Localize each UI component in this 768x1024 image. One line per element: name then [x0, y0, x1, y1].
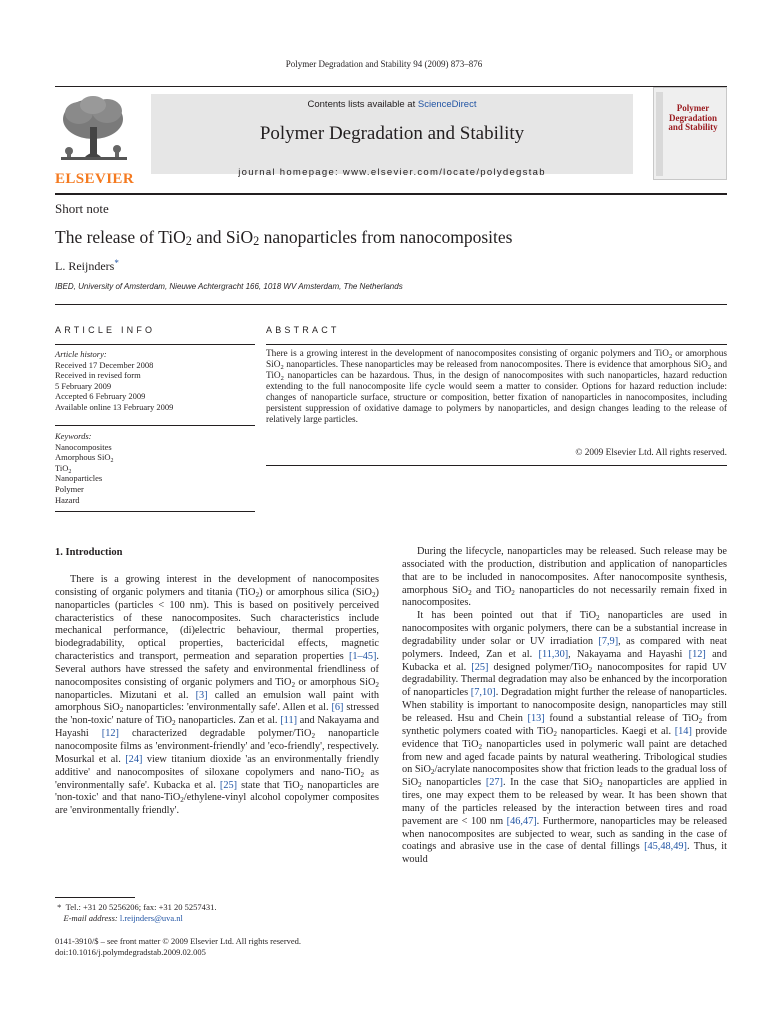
keywords-list	[55, 431, 255, 505]
title-sub: 2	[253, 234, 260, 248]
keyword: Hazard	[55, 494, 80, 505]
citation-link[interactable]: [7,9]	[598, 635, 619, 647]
divider	[55, 344, 255, 345]
citation-link[interactable]: [46,47]	[506, 815, 537, 827]
divider	[55, 425, 255, 426]
author-name[interactable]: L. Reijnders	[55, 259, 115, 273]
body-paragraph: There is a growing interest in the development of nanocomposites consisting of organic polymers and titania (TiO$_2$) or amorphous silica (SiO$_2$) nanoparticles (particles < 100 nm). This is based on positively perceived characteristics of these nanocomposites. Such characteristics include mechanical performance, (di)electric behaviour, thermal properties, biodegradability, optical properties, bactericidal effects, magnetic characteristics and transport, permeation and separation properties [1–45]. Several authors have stressed the safety and environmental friendliness of nanocomposites consisting of organic polymers and TiO$_2$ or amorphous SiO$_2$ nanoparticles. Mizutani et al. [3] called an emulsion wall paint with amorphous SiO$_2$ nanoparticles: 'environmentally safe'. Allen et al. [6] stressed the 'non-toxic' nature of TiO$_2$ nanoparticles. Zan et al. [11] and Nakayama and Hayashi [12] characterized degradable polymer/TiO$_2$ nanoparticle nanocomposite films as 'environment-friendly' and 'eco-friendly', respectively. Mosurkal et al. [24] view titanium dioxide 'as an environmentally friendly additive' and nanocomposites of siloxane copolymers and nano-TiO$_2$ as 'environmentally safe'. Kubacka et al. [25] state that TiO$_2$ nanoparticles are 'non-toxic' and that nano-TiO$_2$/ethylene-vinyl alcohol copolymer composites are 'environmentally friendly'.	[55, 574, 379, 817]
citation-link[interactable]: [14]	[674, 725, 692, 737]
elsevier-logo[interactable]	[55, 93, 135, 187]
divider	[55, 511, 255, 512]
citation-link[interactable]: [24]	[125, 753, 143, 765]
contents-line	[151, 99, 633, 110]
title-sub: 2	[185, 234, 192, 248]
footnote-contact	[55, 902, 217, 913]
divider	[266, 344, 727, 345]
footnote-mark: *	[57, 902, 62, 912]
citation-link[interactable]: [11,30]	[538, 648, 569, 660]
contents-prefix: Contents lists available at	[307, 99, 418, 110]
journal-homepage-link[interactable]: journal homepage: www.elsevier.com/locate/polydegstab	[238, 167, 546, 178]
divider	[55, 193, 727, 195]
journal-citation: Polymer Degradation and Stability 94 (2009) 873–876	[285, 59, 483, 69]
journal-banner	[55, 86, 727, 187]
doi-link[interactable]: doi:10.1016/j.polymdegradstab.2009.02.005	[55, 947, 206, 957]
divider	[266, 465, 727, 466]
citation-link[interactable]: [1–45]	[348, 651, 377, 663]
journal-title: Polymer Degradation and Stability	[259, 123, 525, 144]
divider	[55, 304, 727, 305]
history-line: Received in revised form	[55, 370, 141, 381]
citation-link[interactable]: [3]	[195, 689, 208, 701]
keyword: TiO$_2$	[55, 462, 72, 475]
citation-link[interactable]: [6]	[331, 702, 344, 714]
article-title	[55, 227, 512, 248]
citation-link[interactable]: [7,10]	[470, 687, 496, 699]
keyword: Nanoparticles	[55, 473, 103, 484]
citation-link[interactable]: [12]	[688, 648, 706, 660]
abstract-heading: ABSTRACT	[266, 325, 340, 335]
journal-masthead	[151, 94, 633, 178]
footnote-tel: Tel.: +31 20 5256206; fax: +31 20 5257431.	[65, 902, 217, 912]
article-info-heading: ARTICLE INFO	[55, 325, 156, 335]
footnote-email-line	[55, 913, 217, 924]
history-label: Article history:	[55, 349, 107, 359]
title-part: and SiO	[191, 227, 254, 247]
citation-link[interactable]: [25]	[219, 779, 238, 791]
abstract-text: There is a growing interest in the development of nanocomposites consisting of organic polymers and TiO$_2$ or amorphous SiO$_2$ nanoparticles. These nanoparticles may be released from nanocomposites. There is evidence that amorphous SiO$_2$ and TiO$_2$ nanoparticles can be hazardous. Thus, in the design of nanocomposites with such nanoparticles, hazard reduction extending to the full nanocomposite life cycle would seem a matter to consider. Options for hazard reduction include: changes of nanoparticle surface, structure or composition, better fixation of nanoparticles in nanocomposites, including persistent suppression of oxidative damage to polymers by nanoparticles, and design changes leading to the release of relatively large particles.	[266, 349, 728, 426]
footnote-divider	[55, 897, 135, 898]
body-paragraph: It has been pointed out that if TiO$_2$ nanoparticles are used in nanocomposites with organic polymers, there can be a substantial increase in degradability under solar or UV irradiation [7,9], as compared with neat polymers. Indeed, Zan et al. [11,30], Nakayama and Hayashi [12] and Kubacka et al. [25] designed polymer/TiO$_2$ nanocomposites for rapid UV degradability. Thermal degradation may also be enhanced by the incorporation of nanoparticles [7,10]. Degradation might further the release of nanoparticles. When stability is important to nanocomposite design, nanoparticles may still be released. Hsu and Chein [13] found a substantial release of TiO$_2$ from synthetic polymers coated with TiO$_2$ nanoparticles. Kaegi et al. [14] provide evidence that TiO$_2$ nanoparticles used in polymeric wall paint are detached from new and aged facade paints by natural weathering. Tribological studies on SiO$_2$/acrylate nanocomposites show that friction leads to the gradual loss of SiO$_2$ nanoparticles [27]. In the case that SiO$_2$ nanoparticles are applied in tires, one may expect them to be released by wear. It has been shown that many of the particles released by the interaction between tires and road pavement are < 100 nm [46,47]. Furthermore, nanoparticles may be released when nanocomposites are subjected to wear, such as sanding in the case of coatings and abrasive use in the case of dental fillings [45,48,49]. Thus, it would	[402, 610, 728, 866]
history-line: Accepted 6 February 2009	[55, 391, 146, 402]
issn-line: 0141-3910/$ – see front matter © 2009 Elsevier Ltd. All rights reserved.	[55, 936, 302, 946]
body-column-left	[55, 574, 379, 818]
title-part: The release of TiO	[55, 227, 186, 247]
citation-link[interactable]: [11]	[280, 715, 298, 727]
email-link[interactable]: l.reijnders@uva.nl	[119, 913, 183, 923]
citation-link[interactable]: [13]	[527, 712, 545, 724]
history-line: Available online 13 February 2009	[55, 401, 174, 412]
journal-cover-image[interactable]	[653, 87, 727, 180]
title-part: nanoparticles from nanocomposites	[259, 227, 513, 247]
section-heading: 1. Introduction	[55, 547, 123, 558]
footnote	[55, 902, 217, 924]
cover-title: Polymer Degradation and Stability	[668, 103, 718, 132]
history-line: Received 17 December 2008	[55, 359, 154, 370]
front-matter-info	[55, 936, 301, 958]
email-label: E-mail address:	[63, 913, 118, 923]
abstract-copyright: © 2009 Elsevier Ltd. All rights reserved.	[575, 448, 727, 458]
author-footnote-mark[interactable]: *	[114, 258, 119, 268]
article-type: Short note	[55, 201, 109, 216]
article-history	[55, 349, 255, 413]
author-line	[55, 258, 119, 274]
publisher-name: ELSEVIER	[55, 171, 135, 187]
keyword: Polymer	[55, 483, 84, 494]
citation-link[interactable]: [12]	[101, 728, 119, 740]
keywords-label: Keywords:	[55, 431, 92, 441]
keyword: Amorphous SiO$_2$	[55, 452, 114, 465]
sciencedirect-link[interactable]: ScienceDirect	[417, 99, 477, 110]
author-affiliation: IBED, University of Amsterdam, Nieuwe Achtergracht 166, 1018 WV Amsterdam, The Netherlands	[55, 282, 403, 291]
body-column-right	[402, 546, 727, 867]
keyword: Nanocomposites	[55, 441, 112, 452]
body-paragraph: During the lifecycle, nanoparticles may be released. Such release may be associated with the production, distribution and application of nanoparticles that are to be included in nanocomposites. After nanocomposite synthesis, amorphous SiO$_2$ and TiO$_2$ nanoparticles do not necessarily remain fixed in nanocomposites.	[402, 546, 727, 609]
citation-link[interactable]: [45,48,49]	[644, 841, 687, 853]
citation-link[interactable]: [25]	[471, 661, 489, 673]
history-line: 5 February 2009	[55, 380, 112, 391]
elsevier-tree-icon	[55, 93, 133, 167]
citation-link[interactable]: [27]	[485, 777, 503, 789]
